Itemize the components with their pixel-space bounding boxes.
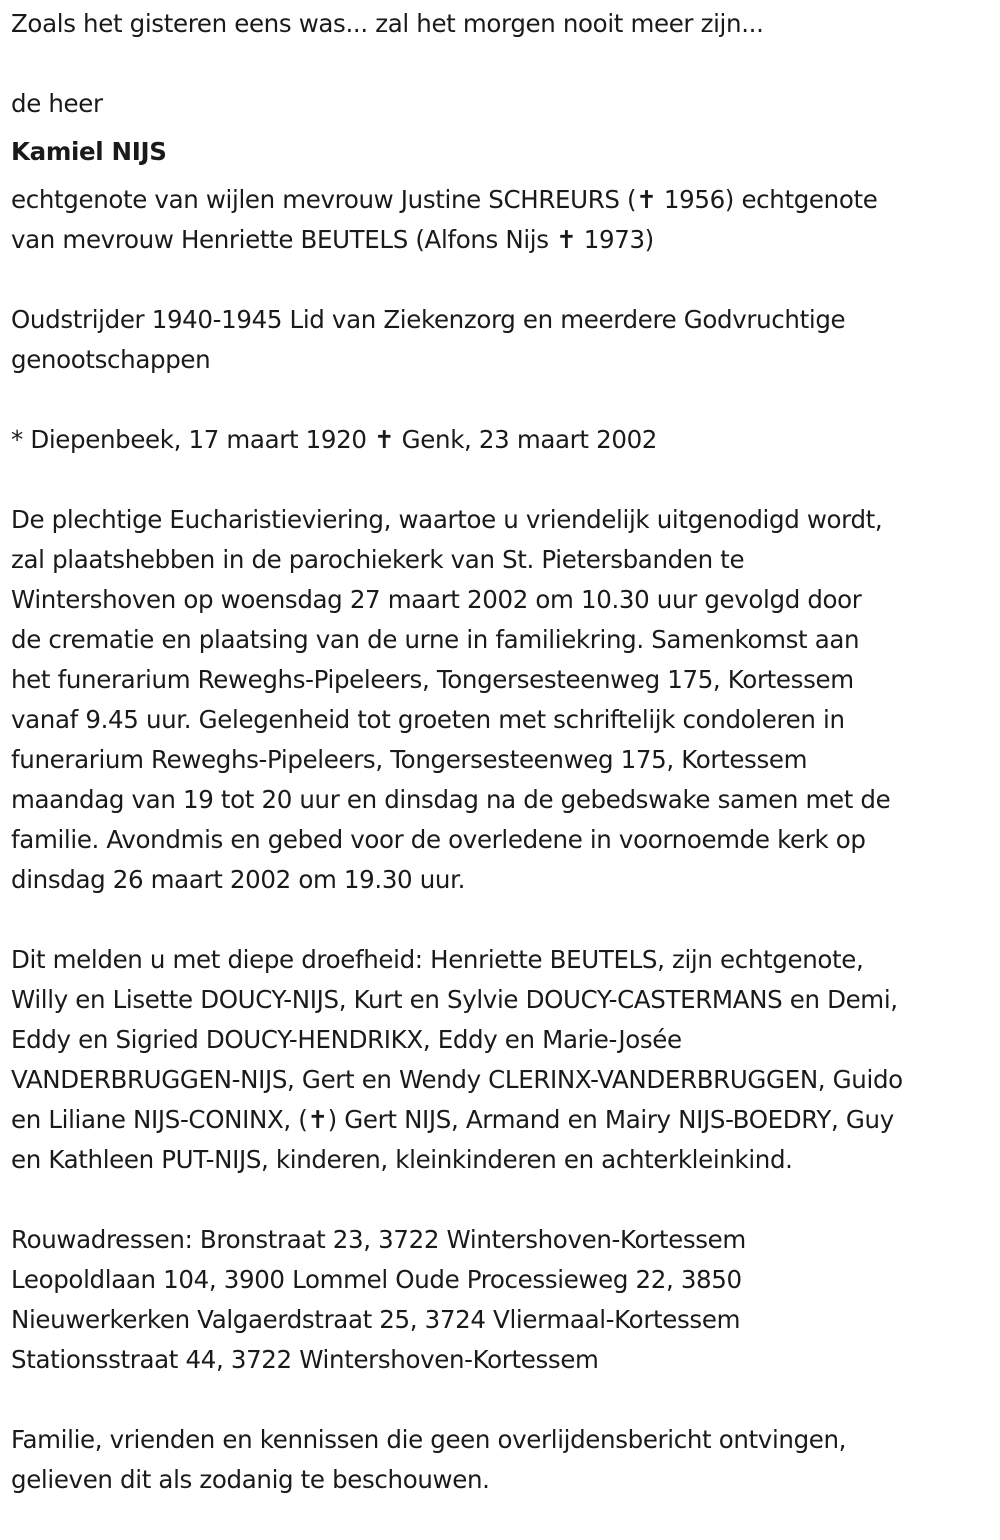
address-line: Leopoldlaan 104, 3900 Lommel Oude Processieweg 22, 3850 xyxy=(11,1265,742,1294)
spouse-line: echtgenote van wijlen mevrouw Justine SCHREURS (✝ 1956) echtgenote xyxy=(11,185,878,214)
family-line: Willy en Lisette DOUCY-NIJS, Kurt en Sylvie DOUCY-CASTERMANS en Demi, xyxy=(11,985,898,1014)
ceremony-line: vanaf 9.45 uur. Gelegenheid tot groeten met schriftelijk condoleren in xyxy=(11,705,845,734)
closing-note xyxy=(11,1420,993,1500)
family-line: VANDERBRUGGEN-NIJS, Gert en Wendy CLERINX-VANDERBRUGGEN, Guido xyxy=(11,1065,903,1094)
ceremony-details xyxy=(11,500,993,900)
salutation-line: de heer xyxy=(11,89,103,118)
family-line: en Liliane NIJS-CONINX, (✝) Gert NIJS, Armand en Mairy NIJS-BOEDRY, Guy xyxy=(11,1105,894,1134)
ceremony-line: De plechtige Eucharistieviering, waartoe u vriendelijk uitgenodigd wordt, xyxy=(11,505,883,534)
deceased-name-line: Kamiel NIJS xyxy=(11,137,167,166)
affiliations xyxy=(11,300,993,380)
affiliations-line: Oudstrijder 1940-1945 Lid van Ziekenzorg en meerdere Godvruchtige xyxy=(11,305,846,334)
ceremony-line: de crematie en plaatsing van de urne in familiekring. Samenkomst aan xyxy=(11,625,860,654)
motto xyxy=(11,4,993,44)
closing-line: Familie, vrienden en kennissen die geen overlijdensbericht ontvingen, xyxy=(11,1425,847,1454)
family-line: Dit melden u met diepe droefheid: Henriette BEUTELS, zijn echtgenote, xyxy=(11,945,864,974)
deceased-name xyxy=(11,132,993,172)
obituary-notice xyxy=(11,4,993,1540)
family-line: Eddy en Sigried DOUCY-HENDRIKX, Eddy en Marie-Josée xyxy=(11,1025,682,1054)
family-announcement xyxy=(11,940,993,1180)
birth-death-line: * Diepenbeek, 17 maart 1920 ✝ Genk, 23 maart 2002 xyxy=(11,425,658,454)
closing-line: gelieven dit als zodanig te beschouwen. xyxy=(11,1465,490,1494)
ceremony-line: maandag van 19 tot 20 uur en dinsdag na de gebedswake samen met de xyxy=(11,785,891,814)
ceremony-line: funerarium Reweghs-Pipeleers, Tongersesteenweg 175, Kortessem xyxy=(11,745,808,774)
birth-death-dates xyxy=(11,420,993,460)
ceremony-line: het funerarium Reweghs-Pipeleers, Tongersesteenweg 175, Kortessem xyxy=(11,665,854,694)
affiliations-line: genootschappen xyxy=(11,345,211,374)
ceremony-line: zal plaatshebben in de parochiekerk van St. Pietersbanden te xyxy=(11,545,745,574)
address-line: Rouwadressen: Bronstraat 23, 3722 Wintershoven-Kortessem xyxy=(11,1225,746,1254)
address-line: Nieuwerkerken Valgaerdstraat 25, 3724 Vliermaal-Kortessem xyxy=(11,1305,741,1334)
family-line: en Kathleen PUT-NIJS, kinderen, kleinkinderen en achterkleinkind. xyxy=(11,1145,793,1174)
ceremony-line: familie. Avondmis en gebed voor de overledene in voornoemde kerk op xyxy=(11,825,866,854)
mourning-addresses xyxy=(11,1220,993,1380)
motto-line: Zoals het gisteren eens was... zal het morgen nooit meer zijn... xyxy=(11,9,764,38)
address-line: Stationsstraat 44, 3722 Wintershoven-Kortessem xyxy=(11,1345,599,1374)
ceremony-line: dinsdag 26 maart 2002 om 19.30 uur. xyxy=(11,865,466,894)
salutation xyxy=(11,84,993,124)
ceremony-line: Wintershoven op woensdag 27 maart 2002 om 10.30 uur gevolgd door xyxy=(11,585,862,614)
spouse-line: van mevrouw Henriette BEUTELS (Alfons Nijs ✝ 1973) xyxy=(11,225,654,254)
spouse-info xyxy=(11,180,993,260)
